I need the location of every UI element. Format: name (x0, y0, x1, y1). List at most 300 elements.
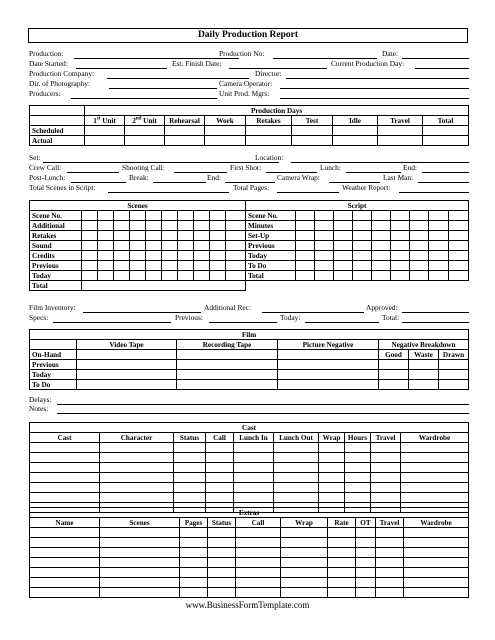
col-lunch-in: Lunch In (234, 433, 274, 443)
table-cell[interactable] (376, 548, 404, 558)
table-cell[interactable] (206, 493, 234, 503)
table-cell[interactable] (100, 443, 174, 453)
table-cell[interactable] (281, 578, 328, 588)
table-cell[interactable] (208, 578, 236, 588)
table-cell[interactable] (206, 463, 234, 473)
table-cell[interactable] (353, 251, 372, 261)
table-cell[interactable] (30, 558, 100, 568)
table-cell[interactable] (162, 241, 178, 251)
table-cell[interactable] (100, 558, 180, 568)
col-rate: Rate (328, 518, 356, 528)
table-cell[interactable] (315, 241, 334, 251)
table-cell[interactable] (345, 443, 371, 453)
table-cell[interactable] (379, 360, 409, 370)
table-cell[interactable] (274, 453, 319, 463)
table-cell[interactable] (180, 548, 208, 558)
table-cell[interactable] (281, 588, 328, 598)
table-cell[interactable] (409, 370, 439, 380)
table-cell[interactable] (226, 241, 246, 251)
table-cell[interactable] (146, 211, 162, 221)
table-cell[interactable] (328, 538, 356, 548)
table-cell[interactable] (226, 211, 246, 221)
table-cell[interactable] (391, 261, 410, 271)
table-cell[interactable] (356, 578, 376, 588)
table-cell[interactable] (146, 261, 162, 271)
table-cell[interactable] (410, 221, 429, 231)
table-cell[interactable] (449, 221, 469, 231)
table-cell[interactable] (100, 473, 174, 483)
table-cell[interactable] (371, 463, 401, 473)
table-cell[interactable] (391, 271, 410, 281)
table-cell[interactable] (226, 261, 246, 271)
table-cell[interactable] (319, 473, 345, 483)
table-cell[interactable] (146, 251, 162, 261)
table-cell[interactable] (334, 241, 353, 251)
table-cell[interactable] (30, 578, 100, 588)
table-cell[interactable] (345, 453, 371, 463)
table-cell[interactable] (234, 493, 274, 503)
table-cell[interactable] (371, 493, 401, 503)
table-cell[interactable] (236, 558, 281, 568)
table-cell[interactable] (296, 211, 315, 221)
table-cell[interactable] (376, 528, 404, 538)
table-cell[interactable] (177, 380, 278, 390)
table-cell[interactable] (236, 538, 281, 548)
table-cell[interactable] (315, 211, 334, 221)
table-cell[interactable] (449, 271, 469, 281)
table-cell[interactable] (315, 271, 334, 281)
table-cell[interactable] (315, 231, 334, 241)
table-cell[interactable] (130, 271, 146, 281)
table-cell[interactable] (315, 251, 334, 261)
table-cell[interactable] (296, 221, 315, 231)
table-cell[interactable] (410, 251, 429, 261)
table-cell[interactable] (82, 221, 98, 231)
table-cell[interactable] (315, 261, 334, 271)
table-cell[interactable] (208, 558, 236, 568)
table-cell[interactable] (130, 231, 146, 241)
table-cell[interactable] (162, 251, 178, 261)
table-cell[interactable] (410, 211, 429, 221)
table-cell[interactable] (391, 211, 410, 221)
table-cell[interactable] (449, 241, 469, 251)
table-cell[interactable] (114, 211, 130, 221)
table-cell[interactable] (371, 473, 401, 483)
table-cell[interactable] (206, 453, 234, 463)
table-cell[interactable] (30, 463, 100, 473)
table-cell[interactable] (372, 221, 391, 231)
table-cell[interactable] (77, 360, 177, 370)
table-cell[interactable] (296, 231, 315, 241)
table-cell[interactable] (146, 271, 162, 281)
table-cell[interactable] (376, 578, 404, 588)
table-row (30, 201, 246, 211)
table-cell[interactable] (391, 241, 410, 251)
table-cell[interactable] (100, 578, 180, 588)
table-cell[interactable] (180, 558, 208, 568)
table-cell[interactable] (429, 221, 449, 231)
table-cell[interactable] (334, 261, 353, 271)
table-cell[interactable] (98, 261, 114, 271)
table-cell[interactable] (77, 380, 177, 390)
table-cell[interactable] (130, 251, 146, 261)
specs-field[interactable] (53, 322, 171, 323)
notes-field[interactable] (57, 413, 469, 414)
table-cell[interactable] (146, 241, 162, 251)
table-cell[interactable] (404, 538, 469, 548)
table-cell[interactable] (404, 558, 469, 568)
table-cell[interactable] (356, 588, 376, 598)
table-cell[interactable] (226, 271, 246, 281)
table-cell[interactable] (226, 251, 246, 261)
table-cell[interactable] (162, 271, 178, 281)
table-cell[interactable] (345, 483, 371, 493)
table-cell[interactable] (449, 251, 469, 261)
total-pages-field[interactable] (277, 192, 339, 193)
table-cell[interactable] (371, 483, 401, 493)
previous-field[interactable] (209, 322, 277, 323)
table-cell[interactable] (334, 271, 353, 281)
table-cell[interactable] (98, 271, 114, 281)
table-cell[interactable] (210, 271, 226, 281)
table-cell[interactable] (379, 380, 409, 390)
table-cell[interactable] (296, 241, 315, 251)
table-cell[interactable] (410, 231, 429, 241)
table-cell[interactable] (174, 463, 206, 473)
table-cell[interactable] (401, 483, 469, 493)
table-cell[interactable] (401, 443, 469, 453)
table-cell[interactable] (210, 251, 226, 261)
table-cell[interactable] (353, 221, 372, 231)
table-cell[interactable] (439, 360, 469, 370)
table-cell[interactable] (174, 453, 206, 463)
table-cell[interactable] (234, 473, 274, 483)
table-cell[interactable] (162, 261, 178, 271)
table-cell[interactable] (328, 568, 356, 578)
table-cell[interactable] (130, 221, 146, 231)
table-cell[interactable] (194, 231, 210, 241)
break-label: Break: (129, 173, 149, 182)
table-cell[interactable] (379, 370, 409, 380)
row-label-scheduled: Scheduled (30, 126, 85, 136)
table-cell[interactable] (328, 588, 356, 598)
table-cell[interactable] (30, 588, 100, 598)
table-cell[interactable] (236, 528, 281, 538)
table-cell[interactable] (236, 588, 281, 598)
table-cell[interactable] (30, 473, 100, 483)
table-cell[interactable] (77, 370, 177, 380)
table-cell[interactable] (410, 241, 429, 251)
table-cell[interactable] (328, 558, 356, 568)
table-cell[interactable] (274, 443, 319, 453)
table-cell[interactable] (234, 463, 274, 473)
table-cell[interactable] (296, 251, 315, 261)
table-cell[interactable] (180, 528, 208, 538)
table-cell[interactable] (319, 443, 345, 453)
table-cell[interactable] (274, 473, 319, 483)
table-cell[interactable] (208, 528, 236, 538)
table-cell[interactable] (409, 380, 439, 390)
table-cell[interactable] (319, 483, 345, 493)
table-cell[interactable] (281, 528, 328, 538)
weather-report-field[interactable] (399, 192, 469, 193)
table-cell[interactable] (319, 463, 345, 473)
table-cell[interactable] (401, 493, 469, 503)
table-cell[interactable] (194, 261, 210, 271)
table-cell[interactable] (371, 453, 401, 463)
table-cell[interactable] (98, 241, 114, 251)
table-cell[interactable] (114, 241, 130, 251)
table-cell[interactable] (296, 261, 315, 271)
table-cell[interactable] (281, 558, 328, 568)
table-cell[interactable] (328, 548, 356, 558)
table-cell[interactable] (130, 211, 146, 221)
table-cell[interactable] (391, 251, 410, 261)
table-cell[interactable] (356, 558, 376, 568)
table-cell[interactable] (178, 211, 194, 221)
table-cell[interactable] (226, 221, 246, 231)
table-cell[interactable] (82, 271, 98, 281)
table-cell[interactable] (372, 261, 391, 271)
table-cell[interactable] (174, 493, 206, 503)
table-cell[interactable] (100, 538, 180, 548)
table-cell[interactable] (439, 370, 469, 380)
table-cell[interactable] (429, 211, 449, 221)
table-cell[interactable] (376, 558, 404, 568)
table-cell[interactable] (100, 528, 180, 538)
table-cell[interactable] (194, 221, 210, 231)
table-cell[interactable] (180, 538, 208, 548)
table-cell[interactable] (114, 251, 130, 261)
table-cell[interactable] (356, 548, 376, 558)
table-cell[interactable] (30, 443, 100, 453)
table-cell[interactable] (328, 528, 356, 538)
table-cell[interactable] (372, 251, 391, 261)
table-cell[interactable] (429, 251, 449, 261)
table-cell[interactable] (100, 453, 174, 463)
table-cell[interactable] (178, 251, 194, 261)
table-cell[interactable] (429, 231, 449, 241)
table-cell[interactable] (100, 588, 180, 598)
dir-of-photography-label: Dir. of Photography: (29, 79, 90, 88)
table-cell[interactable] (100, 483, 174, 493)
table-cell[interactable] (208, 588, 236, 598)
table-cell[interactable] (100, 493, 174, 503)
table-cell[interactable] (404, 588, 469, 598)
table-cell[interactable] (356, 568, 376, 578)
table-cell[interactable] (345, 463, 371, 473)
table-cell[interactable] (274, 483, 319, 493)
table-cell[interactable] (98, 231, 114, 241)
table-cell[interactable] (281, 538, 328, 548)
table-cell[interactable] (371, 443, 401, 453)
total-scenes-field[interactable] (108, 192, 229, 193)
table-cell[interactable] (372, 271, 391, 281)
table-cell[interactable] (404, 548, 469, 558)
table-cell[interactable] (180, 588, 208, 598)
table-cell[interactable] (409, 360, 439, 370)
table-cell[interactable] (180, 568, 208, 578)
table-cell[interactable] (410, 261, 429, 271)
table-cell[interactable] (210, 231, 226, 241)
table-cell[interactable] (130, 261, 146, 271)
table-cell[interactable] (334, 211, 353, 221)
table-cell[interactable] (319, 493, 345, 503)
table-cell[interactable] (114, 231, 130, 241)
table-cell[interactable] (180, 578, 208, 588)
table-cell[interactable] (234, 453, 274, 463)
table-cell[interactable] (236, 578, 281, 588)
table-cell[interactable] (114, 261, 130, 271)
table-cell[interactable] (281, 568, 328, 578)
table-cell[interactable] (194, 211, 210, 221)
table-cell[interactable] (278, 380, 379, 390)
table-cell[interactable] (146, 231, 162, 241)
table-cell[interactable] (319, 453, 345, 463)
table-cell[interactable] (404, 578, 469, 588)
table-cell[interactable] (376, 568, 404, 578)
table-cell[interactable] (274, 493, 319, 503)
table-cell[interactable] (30, 568, 100, 578)
table-cell[interactable] (372, 231, 391, 241)
table-cell[interactable] (356, 538, 376, 548)
table-cell[interactable] (353, 271, 372, 281)
date-label: Date: (382, 49, 399, 58)
table-cell[interactable] (345, 493, 371, 503)
table-cell[interactable] (100, 463, 174, 473)
table-cell[interactable] (391, 221, 410, 231)
table-cell[interactable] (30, 548, 100, 558)
table-cell[interactable] (234, 443, 274, 453)
table-cell[interactable] (429, 261, 449, 271)
table-cell[interactable] (274, 463, 319, 473)
total-field[interactable] (402, 322, 469, 323)
table-cell[interactable] (178, 221, 194, 231)
table-cell[interactable] (391, 231, 410, 241)
table-cell[interactable] (100, 568, 180, 578)
table-cell[interactable] (206, 483, 234, 493)
table-cell[interactable] (174, 483, 206, 493)
table-cell[interactable] (30, 493, 100, 503)
table-cell[interactable] (98, 221, 114, 231)
table-cell[interactable] (401, 453, 469, 463)
table-cell[interactable] (174, 473, 206, 483)
table-cell[interactable] (429, 271, 449, 281)
table-cell[interactable] (401, 463, 469, 473)
table-cell[interactable] (210, 211, 226, 221)
table-cell[interactable] (82, 251, 98, 261)
table-cell[interactable] (353, 241, 372, 251)
table-cell[interactable] (401, 473, 469, 483)
table-cell[interactable] (162, 231, 178, 241)
table-cell[interactable] (236, 568, 281, 578)
table-cell[interactable] (130, 241, 146, 251)
table-cell[interactable] (82, 231, 98, 241)
table-cell[interactable] (30, 453, 100, 463)
table-cell[interactable] (315, 221, 334, 231)
table-cell[interactable] (178, 261, 194, 271)
table-cell[interactable] (174, 443, 206, 453)
table-cell[interactable] (82, 211, 98, 221)
table-cell[interactable] (334, 251, 353, 261)
table-cell[interactable] (372, 241, 391, 251)
table-cell[interactable] (30, 483, 100, 493)
table-cell[interactable] (178, 231, 194, 241)
table-cell[interactable] (114, 221, 130, 231)
table-cell[interactable] (404, 568, 469, 578)
table-cell[interactable] (100, 548, 180, 558)
table-cell[interactable] (449, 211, 469, 221)
table-cell[interactable] (82, 261, 98, 271)
table-cell[interactable] (281, 548, 328, 558)
table-cell[interactable] (146, 221, 162, 231)
table-cell[interactable] (278, 370, 379, 380)
table-cell[interactable] (372, 211, 391, 221)
table-cell[interactable] (177, 370, 278, 380)
table-cell[interactable] (234, 483, 274, 493)
table-cell[interactable] (376, 538, 404, 548)
table-cell[interactable] (162, 211, 178, 221)
table-cell[interactable] (194, 251, 210, 261)
table-cell[interactable] (353, 231, 372, 241)
table-cell[interactable] (194, 271, 210, 281)
table-cell[interactable] (178, 271, 194, 281)
table-cell[interactable] (410, 271, 429, 281)
table-cell[interactable] (206, 473, 234, 483)
table-cell[interactable] (208, 568, 236, 578)
table-cell[interactable] (98, 211, 114, 221)
table-cell[interactable] (345, 473, 371, 483)
today-field[interactable] (305, 322, 379, 323)
table-cell[interactable] (114, 271, 130, 281)
table-cell[interactable] (449, 261, 469, 271)
table-cell[interactable] (226, 231, 246, 241)
table-cell[interactable] (162, 221, 178, 231)
table-cell[interactable] (82, 241, 98, 251)
table-cell[interactable] (210, 221, 226, 231)
table-cell[interactable] (356, 528, 376, 538)
table-cell[interactable] (206, 443, 234, 453)
table-cell[interactable] (194, 241, 210, 251)
table-cell[interactable] (208, 538, 236, 548)
table-cell[interactable] (98, 251, 114, 261)
table-cell[interactable] (30, 528, 100, 538)
table-cell[interactable] (208, 548, 236, 558)
table-cell[interactable] (334, 231, 353, 241)
table-cell[interactable] (178, 241, 194, 251)
table-cell[interactable] (278, 360, 379, 370)
table-cell[interactable] (353, 261, 372, 271)
table-cell[interactable] (328, 578, 356, 588)
table-cell[interactable] (429, 241, 449, 251)
table-cell[interactable] (82, 281, 246, 291)
table-cell[interactable] (449, 231, 469, 241)
table-cell[interactable] (353, 211, 372, 221)
table-cell[interactable] (404, 528, 469, 538)
table-cell[interactable] (177, 360, 278, 370)
footer-url[interactable]: www.BusinessFormTemplate.com (185, 600, 310, 610)
producers-field[interactable] (71, 98, 217, 99)
unit-prod-mgrs-field[interactable] (280, 98, 469, 99)
table-cell[interactable] (30, 538, 100, 548)
table-cell[interactable] (210, 261, 226, 271)
table-cell[interactable] (376, 588, 404, 598)
table-cell[interactable] (296, 271, 315, 281)
table-cell[interactable] (439, 380, 469, 390)
table-cell[interactable] (334, 221, 353, 231)
table-cell[interactable] (210, 241, 226, 251)
table-cell[interactable] (236, 548, 281, 558)
